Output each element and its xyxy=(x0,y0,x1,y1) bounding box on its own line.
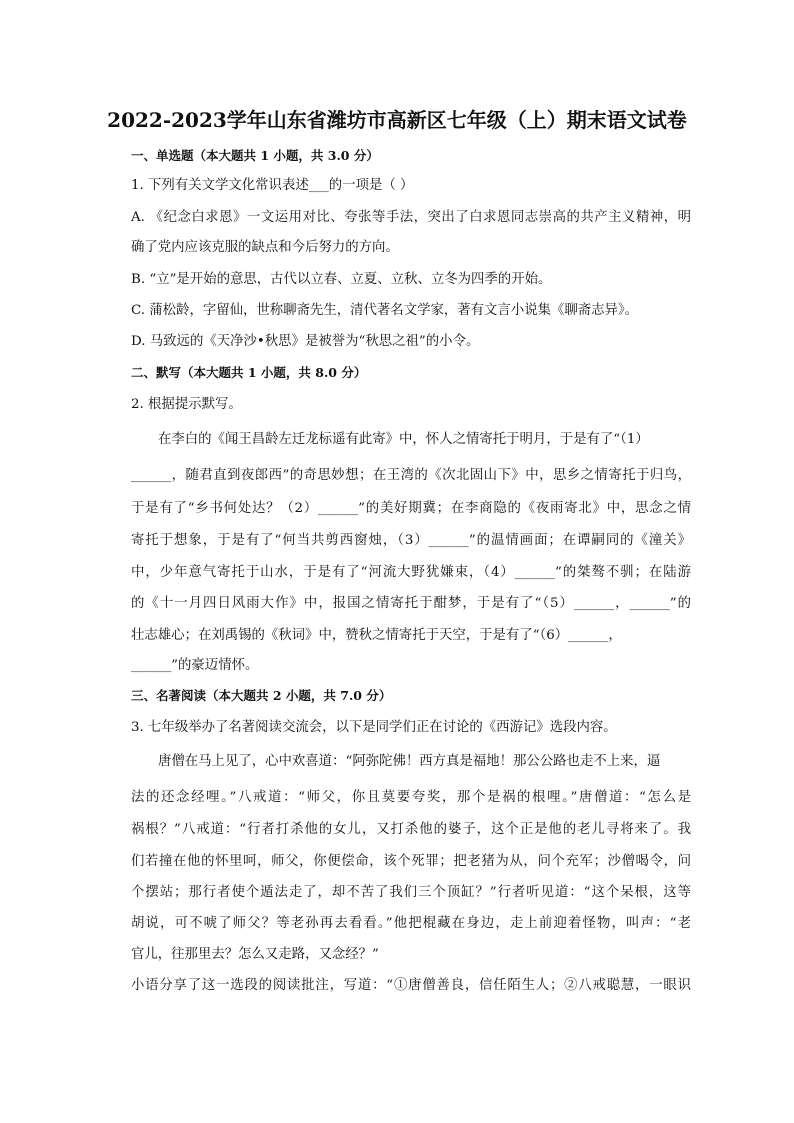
question-2-passage-line: 中，少年意气寄托于山水，于是有了“河流大野犹嫌束，（4）______”的桀骜不驯；在陆游 xyxy=(131,565,691,580)
exam-title: 2022-2023学年山东省潍坊市高新区七年级（上）期末语文试卷 xyxy=(107,108,687,132)
question-2-stem: 2. 根据提示默写。 xyxy=(131,397,242,412)
question-1-option-a: A. 《纪念白求恩》一文运用对比、夸张等手法，突出了白求恩同志崇高的共产主义精神，明 xyxy=(131,210,691,225)
question-3-excerpt-line: 个摆站；那行者使个遁法走了，却不苦了我们三个顶缸？”行者听见道：“这个呆根，这等 xyxy=(131,885,691,900)
question-1-option-b: B. “立”是开始的意思，古代以立春、立夏、立秋、立冬为四季的开始。 xyxy=(131,272,552,287)
question-3-excerpt-line: 胡说，可不唬了师父？等老孙再去看看。”他把棍藏在身边，走上前迎着怪物，叫声：“老 xyxy=(131,916,691,931)
question-2-passage-line: 在李白的《闻王昌龄左迁龙标遥有此寄》中，怀人之情寄托于明月，于是有了“（1） xyxy=(158,432,649,447)
question-3-excerpt-line: 官儿，往那里去？怎么又走路，又念经？” xyxy=(131,947,379,962)
question-2-passage-line: ______”的豪迈情怀。 xyxy=(131,658,259,673)
question-3-excerpt-line: 祸根？”八戒道：“行者打杀他的女儿，又打杀他的婆子，这个正是他的老儿寻将来了。我 xyxy=(131,822,691,837)
question-2-passage-line: 壮志雄心；在刘禹锡的《秋词》中，赞秋之情寄托于天空，于是有了“（6）______， xyxy=(131,628,622,643)
question-3-excerpt-line: 们若撞在他的怀里呵，师父，你便偿命，该个死罪；把老猪为从，问个充军；沙僧喝令，问 xyxy=(131,854,691,869)
question-2-passage-line: ______，随君直到夜郎西”的奇思妙想；在王湾的《次北固山下》中，思乡之情寄托于归鸟， xyxy=(131,468,691,483)
question-1-stem: 1. 下列有关文学文化常识表述___的一项是（ ） xyxy=(131,178,414,193)
question-1-option-d: D. 马致远的《天净沙•秋思》是被誉为“秋思之祖”的小令。 xyxy=(131,334,480,349)
section-heading-classic-reading: 三、名著阅读（本大题共 2 小题，共 7.0 分） xyxy=(131,688,392,703)
question-3-excerpt-line: 唐僧在马上见了，心中欢喜道：“阿弥陀佛！西方真是福地！那公公路也走不上来，逼 xyxy=(158,754,661,769)
question-3-annotation: 小语分享了这一选段的阅读批注，写道：“①唐僧善良，信任陌生人；②八戒聪慧，一眼识 xyxy=(131,978,691,993)
question-1-option-a-cont: 确了党内应该克服的缺点和今后努力的方向。 xyxy=(131,240,399,255)
question-2-passage-line: 寄托于想象，于是有了“何当共剪西窗烛，（3）______”的温情画面；在谭嗣同的《潼关》 xyxy=(131,533,691,548)
section-heading-single-choice: 一、单选题（本大题共 1 小题，共 3.0 分） xyxy=(131,148,379,163)
question-1-option-c: C. 蒲松龄，字留仙，世称聊斋先生，清代著名文学家，著有文言小说集《聊斋志异》。 xyxy=(131,303,639,318)
question-2-passage-line: 于是有了“乡书何处达？（2）______”的美好期冀；在李商隐的《夜雨寄北》中，思念之情 xyxy=(131,501,691,516)
question-2-passage-line: 的《十一月四日风雨大作》中，报国之情寄托于酣梦，于是有了“（5）______，______”的 xyxy=(131,596,691,611)
section-heading-dictation: 二、默写（本大题共 1 小题，共 8.0 分） xyxy=(131,365,367,380)
question-3-stem: 3. 七年级举办了名著阅读交流会，以下是同学们正在讨论的《西游记》选段内容。 xyxy=(131,720,617,735)
question-3-excerpt-line: 法的还念经哩。”八戒道：“师父，你且莫要夸奖，那个是祸的根哩。”唐僧道：“怎么是 xyxy=(131,790,691,805)
